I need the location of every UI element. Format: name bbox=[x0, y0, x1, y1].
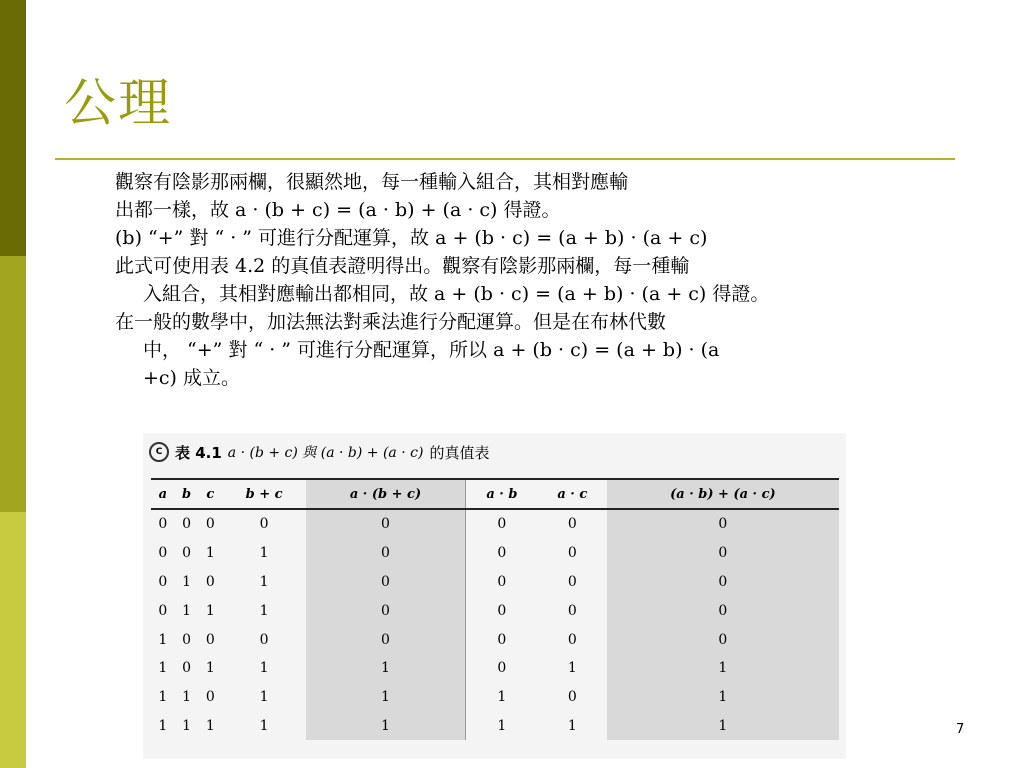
table-cell: 1 bbox=[465, 683, 538, 712]
table-row bbox=[151, 683, 839, 712]
page-number: 7 bbox=[956, 722, 965, 737]
table-cell: 0 bbox=[567, 631, 577, 648]
table-cell: 0 bbox=[182, 516, 191, 533]
p1-line-2: 出都一樣，故 a · (b + c) = (a · b) + (a · c) 得證。 bbox=[115, 199, 561, 221]
table-cell: 0 bbox=[465, 654, 538, 683]
table-cell: 1 bbox=[158, 717, 168, 734]
table-row bbox=[151, 509, 839, 539]
table-cell: 1 bbox=[205, 545, 215, 562]
table-cell: 1 bbox=[205, 660, 215, 677]
table-cell: 0 bbox=[205, 631, 215, 648]
table-cell: 0 bbox=[607, 509, 839, 539]
p3-line-1: 此式可使用表 4.2 的真值表證明得出。觀察有陰影那兩欄，每一種輸 bbox=[115, 255, 690, 277]
table-cell: 0 bbox=[607, 568, 839, 597]
decor-band-middle bbox=[0, 256, 26, 512]
table-cell: 0 bbox=[465, 509, 538, 539]
table-cell: 1 bbox=[158, 631, 168, 648]
table-cell: 0 bbox=[182, 631, 191, 648]
table-cell: 0 bbox=[465, 596, 538, 625]
table-cell: 0 bbox=[567, 545, 577, 562]
table-cell: 1 bbox=[158, 660, 168, 677]
table-cell: 1 bbox=[306, 654, 465, 683]
paragraph-2 bbox=[115, 224, 995, 252]
paragraph-1 bbox=[115, 168, 995, 224]
table-cell: 0 bbox=[205, 689, 215, 706]
table-cell: 0 bbox=[205, 516, 215, 533]
header-ab-plus-ac: (a · b) + (a · c) bbox=[607, 479, 839, 509]
table-cell: 1 bbox=[306, 712, 465, 741]
table-cell: 0 bbox=[306, 625, 465, 654]
table-cell: 0 bbox=[607, 596, 839, 625]
p2-line-1: (b) “+” 對 “ · ” 可進行分配運算，故 a + (b · c) = (a + b) · (a + c) bbox=[115, 227, 708, 249]
truth-table bbox=[151, 478, 839, 740]
caption-label: 表 4.1 bbox=[175, 443, 222, 462]
table-cell: 1 bbox=[182, 717, 191, 734]
slide-body bbox=[115, 168, 995, 392]
header-a-dot-c: a · c bbox=[538, 479, 607, 509]
p4-line-1: 在一般的數學中，加法無法對乘法進行分配運算。但是在布林代數 bbox=[115, 311, 667, 333]
table-cell: 1 bbox=[259, 717, 269, 734]
table-cell: 1 bbox=[607, 683, 839, 712]
table-cell: 0 bbox=[259, 631, 269, 648]
table-cell: 1 bbox=[259, 545, 269, 562]
table-cell: 1 bbox=[259, 573, 269, 590]
table-badge-icon: C bbox=[149, 442, 169, 462]
table-cell: 0 bbox=[567, 573, 577, 590]
table-caption bbox=[149, 439, 489, 465]
table-cell: 1 bbox=[465, 712, 538, 741]
table-cell: 0 bbox=[567, 689, 577, 706]
caption-expression: a · (b + c) 與 (a · b) + (a · c) bbox=[227, 445, 424, 461]
table-cell: 0 bbox=[182, 545, 191, 562]
table-cell: 1 bbox=[607, 654, 839, 683]
paragraph-4 bbox=[115, 308, 995, 392]
table-cell: 0 bbox=[607, 539, 839, 568]
table-row bbox=[151, 654, 839, 683]
table-cell: 1 bbox=[182, 573, 191, 590]
p3-line-2: 入組合，其相對應輸出都相同，故 a + (b · c) = (a + b) · (a + c) 得證。 bbox=[143, 283, 770, 305]
table-cell: 0 bbox=[567, 602, 577, 619]
table-cell: 1 bbox=[259, 689, 269, 706]
table-cell: 1 bbox=[182, 689, 191, 706]
decor-band-bottom bbox=[0, 512, 26, 768]
table-cell: 0 bbox=[306, 568, 465, 597]
table-cell: 0 bbox=[306, 509, 465, 539]
truth-table-figure bbox=[143, 433, 846, 759]
table-cell: 1 bbox=[259, 660, 269, 677]
table-cell: 1 bbox=[306, 683, 465, 712]
table-cell: 0 bbox=[259, 516, 269, 533]
caption-tail: 的真值表 bbox=[429, 443, 490, 462]
table-cell: 1 bbox=[259, 602, 269, 619]
table-cell: 0 bbox=[182, 660, 191, 677]
table-cell: 0 bbox=[158, 573, 168, 590]
table-cell: 0 bbox=[158, 545, 168, 562]
table-row bbox=[151, 568, 839, 597]
table-cell: 0 bbox=[205, 573, 215, 590]
header-c: c bbox=[199, 479, 223, 509]
table-cell: 0 bbox=[465, 625, 538, 654]
table-cell: 0 bbox=[158, 516, 168, 533]
decor-band-top bbox=[0, 0, 26, 256]
slide-title: 公理 bbox=[64, 74, 173, 134]
table-row bbox=[151, 539, 839, 568]
header-a-dot-b: a · b bbox=[465, 479, 538, 509]
table-header-row bbox=[151, 479, 839, 509]
table-cell: 0 bbox=[465, 539, 538, 568]
table-row bbox=[151, 596, 839, 625]
table-cell: 0 bbox=[465, 568, 538, 597]
table-cell: 0 bbox=[306, 539, 465, 568]
table-cell: 0 bbox=[306, 596, 465, 625]
table-cell: 0 bbox=[607, 625, 839, 654]
table-cell: 1 bbox=[567, 717, 577, 734]
table-cell: 0 bbox=[567, 516, 577, 533]
header-b: b bbox=[175, 479, 199, 509]
table-row bbox=[151, 712, 839, 741]
table-row bbox=[151, 625, 839, 654]
table-cell: 1 bbox=[567, 660, 577, 677]
table-cell: 0 bbox=[158, 602, 168, 619]
table-cell: 1 bbox=[205, 602, 215, 619]
header-b-plus-c: b + c bbox=[222, 479, 306, 509]
table-cell: 1 bbox=[205, 717, 215, 734]
p4-line-2: 中， “+” 對 “ · ” 可進行分配運算，所以 a + (b · c) = (a + b) · (a bbox=[143, 339, 720, 361]
table-cell: 1 bbox=[607, 712, 839, 741]
title-rule bbox=[55, 158, 955, 160]
p1-line-1: 觀察有陰影那兩欄，很顯然地，每一種輸入組合，其相對應輸 bbox=[115, 171, 629, 193]
header-a-dot-bpc: a · (b + c) bbox=[306, 479, 465, 509]
paragraph-3 bbox=[115, 252, 995, 308]
p4-line-3: +c) 成立。 bbox=[143, 367, 241, 389]
table-cell: 1 bbox=[158, 689, 168, 706]
header-a: a bbox=[151, 479, 175, 509]
table-cell: 1 bbox=[182, 602, 191, 619]
